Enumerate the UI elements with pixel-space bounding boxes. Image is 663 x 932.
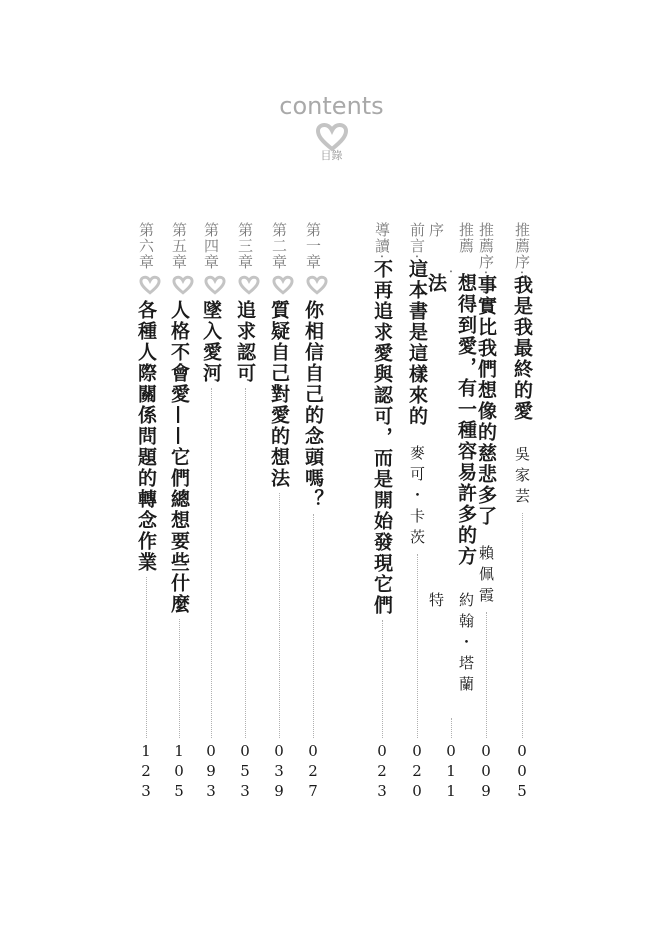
heart-outline-icon [131,274,161,296]
dotted-leader [146,577,147,738]
chapter-label: 第六章 [137,222,155,270]
toc-entry-foreword-3[interactable] [425,222,477,802]
entry-title: 我是我最終的愛 [511,274,533,422]
toc-entry-preface[interactable] [402,222,432,802]
chapter-label: 第五章 [170,222,188,270]
chapter-page-number: 123 [137,742,155,802]
entry-label: 推薦序 [513,222,531,270]
dotted-leader [417,554,418,738]
toc-entry-chapter-4[interactable] [196,222,226,802]
entry-label: 導讀 [373,222,391,254]
heart-outline-icon [196,274,226,296]
entry-author: 麥可・卡茨 [408,444,426,550]
entry-page-number: 020 [408,742,426,802]
entry-label: 推薦序 [477,222,495,270]
chapter-page-number: 053 [236,742,254,802]
toc-entry-chapter-6[interactable] [131,222,161,802]
entry-title: 想得到愛，有一種容易許多的方法 [425,273,477,568]
dotted-leader [486,612,487,738]
entry-label: 前言 [408,222,426,254]
toc-entry-introduction[interactable] [367,222,397,802]
dotted-leader [451,718,452,738]
dotted-leader [179,619,180,738]
chapter-label: 第一章 [304,222,322,270]
entry-author: 賴佩霞 [477,544,495,608]
entry-separator: · [513,270,531,275]
toc-entry-chapter-3[interactable] [230,222,260,802]
chapter-title: 各種人際關係問題的轉念作業 [135,300,157,573]
toc-entry-chapter-5[interactable] [164,222,194,802]
entry-separator: · [442,268,460,274]
dotted-leader [382,620,383,738]
chapter-page-number: 027 [304,742,322,802]
chapter-title: 質疑自己對愛的想法 [268,300,290,489]
chapter-title: 追求認可 [234,300,256,384]
toc-entry-foreword-1[interactable] [507,222,537,802]
dotted-leader [211,388,212,738]
entry-author: 約翰・塔蘭特 [427,591,475,697]
entry-separator: · [373,254,391,259]
entry-title: 事實比我們想像的慈悲多了 [475,274,497,527]
toc-entry-chapter-1[interactable] [298,222,328,802]
toc-entry-chapter-2[interactable] [264,222,294,802]
chapter-title: 墜入愛河 [200,300,222,384]
entry-label: 推薦序 [427,222,475,254]
contents-subtitle: 目錄 [320,149,343,162]
chapter-page-number: 093 [202,742,220,802]
chapter-title: 你相信自己的念頭嗎？ [302,300,324,510]
chapter-label: 第三章 [236,222,254,270]
dotted-leader [522,513,523,738]
dotted-leader [245,388,246,738]
dotted-leader [313,514,314,738]
heart-outline-icon [264,274,294,296]
heart-outline-icon [298,274,328,296]
entry-separator: · [477,270,495,275]
entry-author: 吳家芸 [513,445,531,509]
entry-page-number: 009 [477,742,495,802]
heart-outline-icon [230,274,260,296]
entry-title: 這本書是這樣來的 [406,258,428,427]
heart-outline-icon [164,274,194,296]
entry-separator: · [408,254,426,259]
chapter-page-number: 039 [270,742,288,802]
chapter-label: 第二章 [270,222,288,270]
chapter-title: 人格不會愛——它們總想要些什麼 [168,300,190,615]
chapter-label: 第四章 [202,222,220,270]
entry-title: 不再追求愛與認可，而是開始發現它們 [371,258,393,616]
entry-page-number: 011 [442,742,460,802]
entry-page-number: 005 [513,742,531,802]
contents-title: contents [279,92,384,120]
dotted-leader [279,493,280,738]
chapter-page-number: 105 [170,742,188,802]
entry-page-number: 023 [373,742,391,802]
